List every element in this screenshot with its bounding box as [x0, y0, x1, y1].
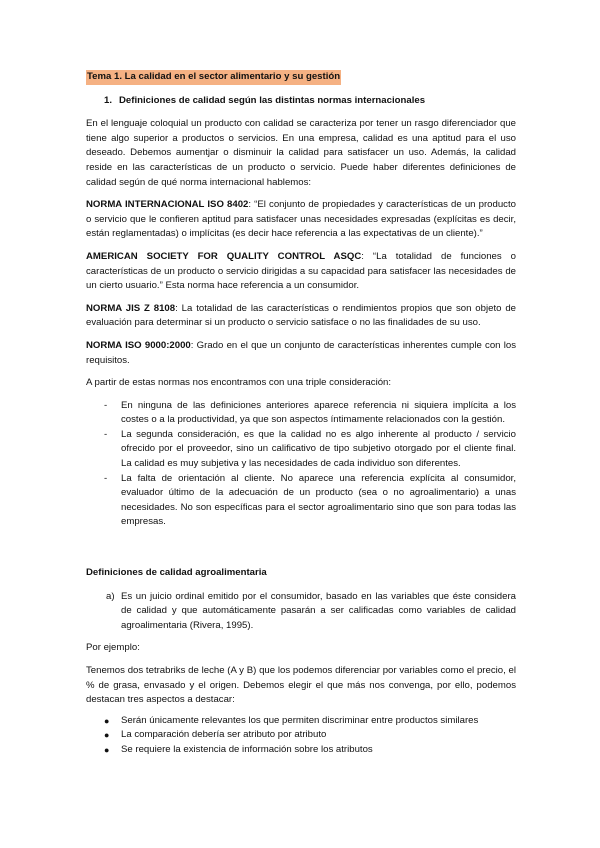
agro-heading: Definiciones de calidad agroalimentaria — [86, 567, 267, 579]
document-page — [86, 70, 516, 758]
bullet-icon: ● — [104, 730, 110, 741]
list-item-text: Se requiere la existencia de información sobre los atributos — [121, 743, 373, 755]
example-label: Por ejemplo: — [86, 642, 140, 654]
bullet-icon: ● — [104, 715, 110, 726]
list-item-text: Es un juicio ordinal emitido por el consumidor, basado en las variables que éste considera de calidad y que automáticamente pasarán a ser calificadas como variables de calidad agroalimentaria (Rivera, 1995). — [121, 590, 516, 631]
norm-text: : La totalidad de las características o rendimientos propios que son objeto de evaluación para determinar si un producto o servicio satisface o no las finalidades de su uso. — [86, 302, 516, 329]
dash-marker: - — [104, 428, 108, 440]
alpha-marker: a) — [106, 590, 115, 602]
norm-jis — [86, 302, 516, 331]
norm-asqc — [86, 250, 516, 294]
list-item — [86, 728, 516, 743]
norm-text: : Grado en el que un conjunto de características inherentes cumple con los requisitos. — [86, 339, 516, 366]
section-heading — [104, 94, 516, 109]
list-item — [86, 590, 516, 634]
list-item-text: La segunda consideración, es que la calidad no es algo inherente al producto / servicio ofrecido por el proveedor, sino un calificativo de tipo subjetivo otorgado por el cliente final. La calidad es muy subjetiva y las necesidades de cada individuo son diferentes. — [121, 428, 516, 470]
list-item — [86, 472, 516, 530]
example-paragraph: Tenemos dos tetrabriks de leche (A y B) que los podemos diferenciar por variables como el precio, el % de grasa, envasado y el origen. Debemos elegir el que más nos convenga, por ello, podemos destacan tres aspectos a destacar: — [86, 665, 516, 706]
page-title: Tema 1. La calidad en el sector alimentario y su gestión — [86, 70, 341, 85]
list-item-text: En ninguna de las definiciones anteriores aparece referencia ni siquiera implícita a los costes o a la productividad, ya que son aspectos íntimamente relacionados con la gestión. — [121, 399, 516, 426]
dash-marker: - — [104, 399, 108, 411]
intro-paragraph: En el lenguaje coloquial un producto con calidad se caracteriza por tener un rasgo diferenciador que tiene algo superior a productos o servicios. En una empresa, calidad es una aptitud para el uso deseado. Debemos aumentjar o disminuir la calidad para satisfacer un uso. Además, la calidad reside en las características de un producto o servicio. Puede haber diferentes definiciones de calidad según de qué norma internacional hablemos: — [86, 118, 516, 188]
list-item — [86, 428, 516, 472]
section-number: 1. — [104, 94, 113, 106]
consideration-intro: A partir de estas normas nos encontramos con una triple consideración: — [86, 377, 392, 389]
bullet-icon: ● — [104, 744, 110, 755]
dash-marker: - — [104, 472, 108, 484]
list-item — [86, 714, 516, 729]
norm-label: NORMA ISO 9000:2000 — [86, 339, 191, 351]
norm-label: AMERICAN SOCIETY FOR QUALITY CONTROL ASQC — [86, 250, 362, 262]
norm-label: NORMA INTERNACIONAL ISO 8402 — [86, 199, 249, 211]
norm-text: : “La totalidad de funciones o características de un producto o servicio dirigidas a su capacidad para satisfacer las necesidades de un cierto usuario.” Esta norma hace referencia a un consumidor. — [86, 250, 516, 292]
norm-iso-9000 — [86, 339, 516, 368]
list-item-text: La falta de orientación al cliente. No aparece una referencia explícita al consumidor, evaluador último de la adecuación de un producto (sea o no agroalimentario) a unas necesidades. No son específicas para el sector agroalimentario sino que son para todas las empresas. — [121, 472, 516, 528]
norm-iso-8402 — [86, 198, 516, 242]
page-title-line — [86, 70, 516, 85]
aspects-bullet-list — [86, 714, 516, 758]
list-item — [86, 743, 516, 758]
norm-text: : “El conjunto de propiedades y características de un producto o servicio que le confieren aptitud para satisfacer unas necesidades expresadas (explícitas es decir, están reglamentadas) o implícitas (es decir hace referencia a las expectativas de un cliente).” — [86, 199, 516, 240]
list-item-text: La comparación debería ser atributo por atributo — [121, 729, 327, 741]
list-item-text: Serán únicamente relevantes los que permiten discriminar entre productos similares — [121, 714, 479, 726]
section-heading-text: Definiciones de calidad según las distintas normas internacionales — [119, 94, 426, 106]
norm-label: NORMA JIS Z 8108 — [86, 302, 176, 314]
list-item — [86, 399, 516, 428]
agro-definition-list — [86, 590, 516, 634]
consideration-list — [86, 399, 516, 530]
